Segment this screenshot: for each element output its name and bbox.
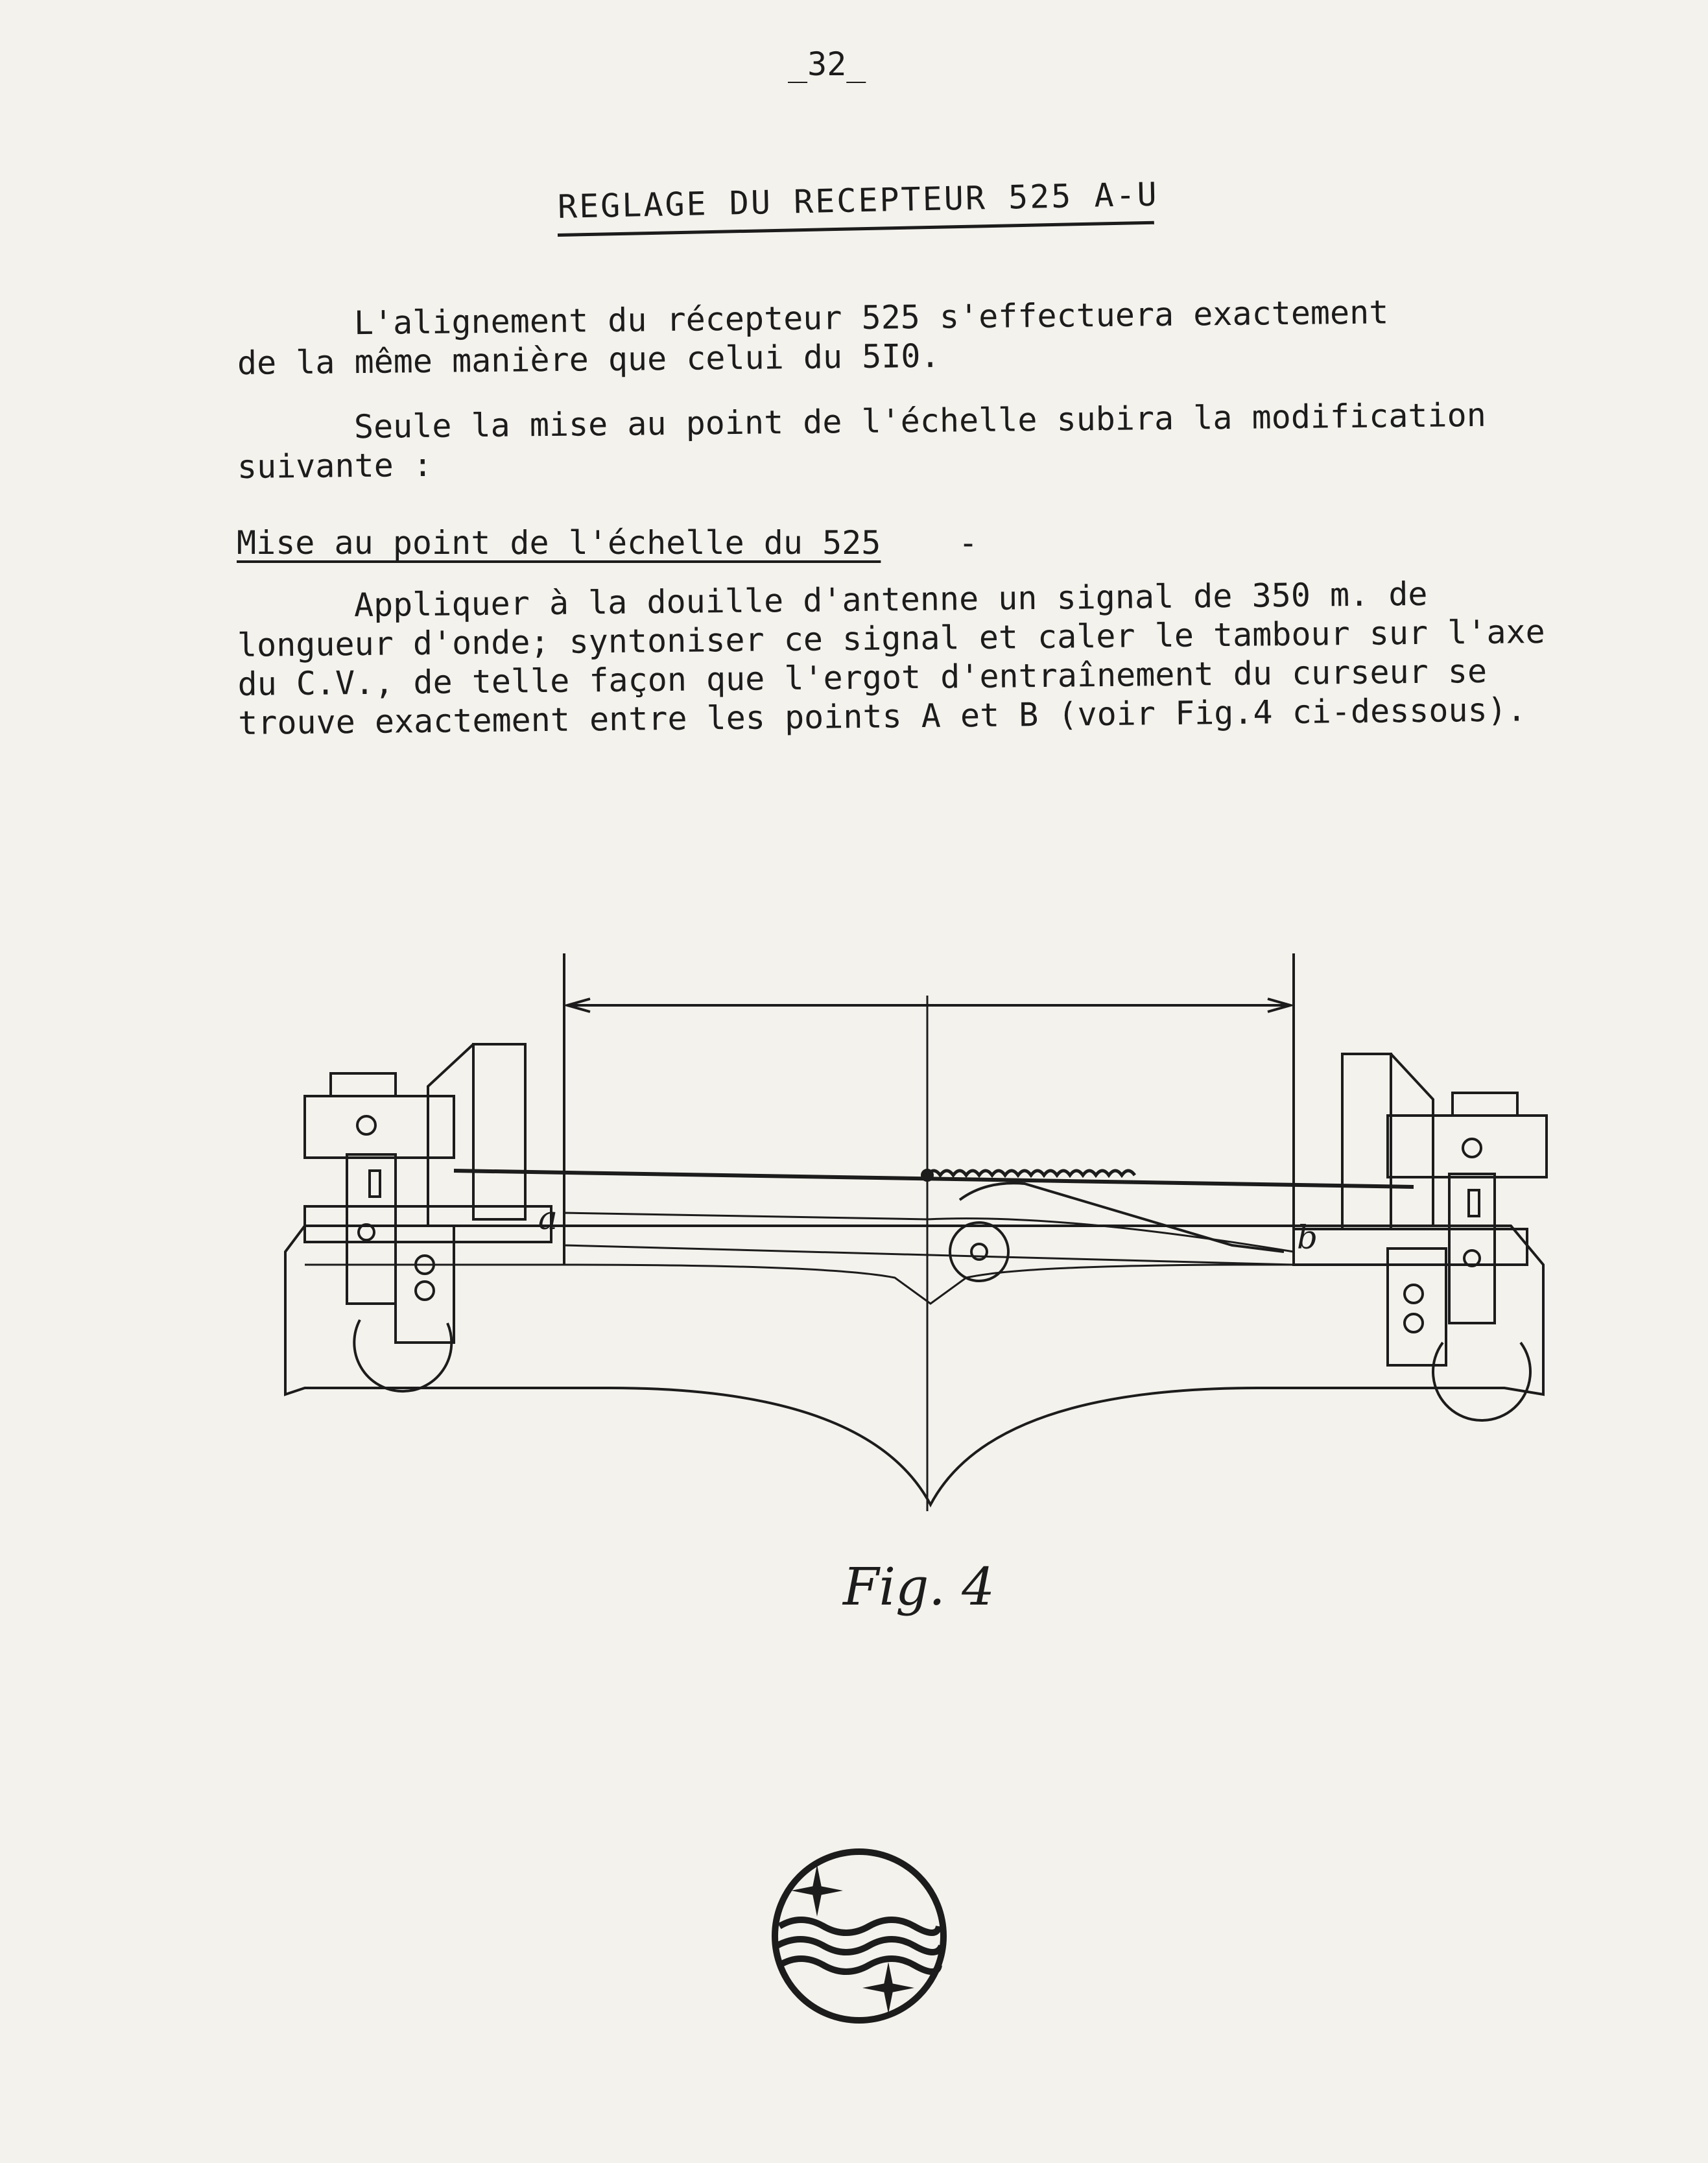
- right-base-plate: [1294, 1229, 1527, 1265]
- paragraph-line: Seule la mise au point de l'échelle subira la modification: [237, 396, 1487, 447]
- left-drum: [354, 1320, 451, 1391]
- left-vertical-strip: [347, 1154, 396, 1304]
- rivet-icon: [416, 1282, 434, 1300]
- paragraph-line: longueur d'onde; syntoniser ce signal et caler le tambour sur l'axe: [237, 612, 1546, 664]
- label-point-a: a: [538, 1199, 558, 1237]
- pointer-rail: [564, 1213, 1294, 1265]
- figure-caption: Fig. 4: [843, 1557, 995, 1617]
- right-upright-side: [1391, 1054, 1433, 1226]
- rivet-icon: [1405, 1285, 1423, 1303]
- page-number: _32_: [788, 45, 866, 83]
- right-slot: [1469, 1190, 1479, 1216]
- left-slot: [370, 1171, 380, 1197]
- screw-icon: [357, 1116, 375, 1134]
- figure-4-drawing: [246, 940, 1608, 1524]
- screw-icon: [1463, 1139, 1481, 1157]
- dial-cord: [454, 1171, 1414, 1187]
- paragraph-line: Appliquer à la douille d'antenne un signal de 350 m. de: [237, 575, 1428, 625]
- cord-knot: [922, 1170, 932, 1180]
- paragraph-line: L'alignement du récepteur 525 s'effectuera exactement: [237, 293, 1389, 343]
- right-drum: [1433, 1343, 1530, 1420]
- paragraph-line: suivante :: [237, 446, 433, 486]
- label-point-b: b: [1297, 1219, 1318, 1256]
- right-upright: [1342, 1054, 1391, 1229]
- paragraph-procedure: [237, 573, 1546, 743]
- chassis-top-edge: [305, 1265, 1511, 1304]
- drive-pulley: [950, 1223, 1008, 1281]
- pointer-arm: [960, 1183, 1284, 1252]
- page-title: REGLAGE DU RECEPTEUR 525 A-U: [557, 175, 1159, 226]
- rivet-icon: [1405, 1314, 1423, 1332]
- right-vertical-strip: [1449, 1174, 1495, 1323]
- paragraph-modification: [237, 396, 1487, 486]
- section-heading-dash: -: [958, 524, 979, 562]
- left-upright: [473, 1044, 525, 1219]
- paragraph-line: de la même manière que celui du 5I0.: [237, 337, 940, 382]
- company-emblem-logo: [765, 1842, 953, 2030]
- left-upright-side: [428, 1044, 473, 1226]
- left-top-plate: [305, 1096, 454, 1158]
- left-top-tab: [331, 1073, 396, 1096]
- section-heading: Mise au point de l'échelle du 525: [237, 524, 881, 562]
- paragraph-line: trouve exactement entre les points A et B (voir Fig.4 ci-dessous).: [237, 691, 1527, 742]
- right-top-tab: [1453, 1093, 1517, 1116]
- chassis-panel: [285, 1226, 1543, 1505]
- paragraph-line: du C.V., de telle façon que l'ergot d'entraînement du curseur se: [237, 652, 1488, 703]
- right-top-plate: [1388, 1116, 1547, 1177]
- tension-spring: [927, 1171, 1135, 1175]
- paragraph-alignment: [237, 293, 1389, 383]
